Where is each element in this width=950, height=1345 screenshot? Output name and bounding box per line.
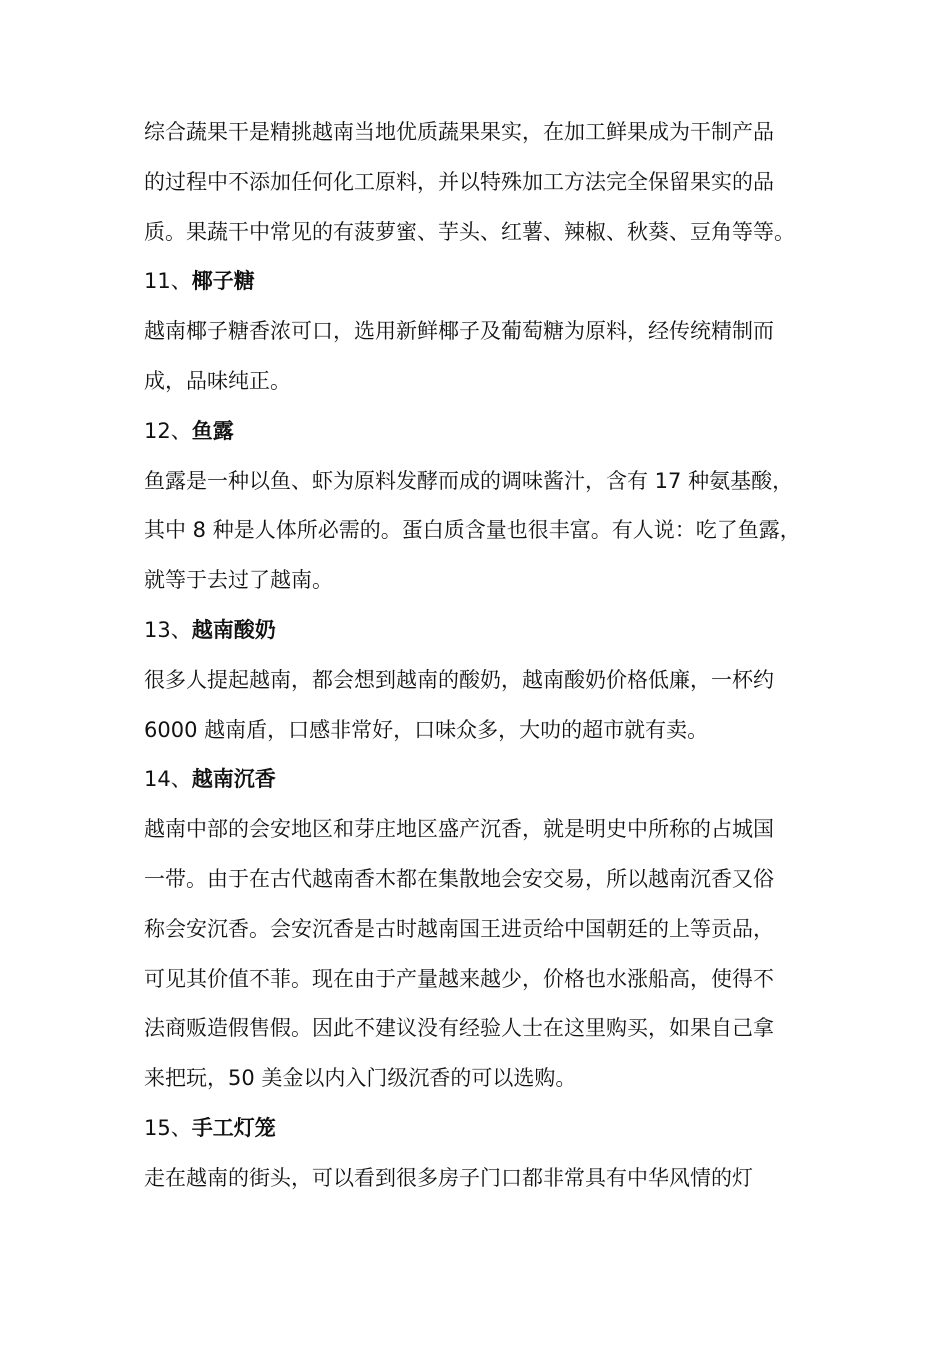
paragraph-line: 6000 越南盾，口感非常好，口味众多，大叻的超市就有卖。 — [144, 717, 709, 742]
paragraph-line: 法商贩造假售假。因此不建议没有经验人士在这里购买，如果自己拿 — [144, 1016, 774, 1041]
paragraph-line: 可见其价值不菲。现在由于产量越来越少，价格也水涨船高，使得不 — [144, 966, 774, 991]
document-page — [144, 108, 816, 1204]
paragraph-line: 鱼露是一种以鱼、虾为原料发酵而成的调味酱汁，含有 17 种氨基酸， — [144, 468, 794, 493]
section-title: 手工灯笼 — [191, 1115, 276, 1140]
section-agarwood — [144, 755, 816, 1104]
paragraph-line: 一带。由于在古代越南香木都在集散地会安交易，所以越南沉香又俗 — [144, 866, 774, 891]
section-heading — [144, 755, 816, 805]
paragraph-line: 走在越南的街头，可以看到很多房子门口都非常具有中华风情的灯 — [144, 1165, 753, 1190]
paragraph-line: 称会安沉香。会安沉香是古时越南国王进贡给中国朝廷的上等贡品， — [144, 916, 774, 941]
section-coconut-candy — [144, 257, 816, 406]
paragraph-line: 就等于去过了越南。 — [144, 568, 333, 593]
section-heading — [144, 1104, 816, 1154]
paragraph-line: 综合蔬果干是精挑越南当地优质蔬果果实，在加工鲜果成为干制产品 — [144, 120, 774, 144]
paragraph-line: 其中 8 种是人体所必需的。蛋白质含量也很丰富。有人说：吃了鱼露， — [144, 518, 801, 543]
paragraph-line: 来把玩，50 美金以内入门级沉香的可以选购。 — [144, 1066, 577, 1091]
section-title: 鱼露 — [191, 418, 234, 443]
section-heading — [144, 257, 816, 307]
section-fish-sauce — [144, 407, 816, 606]
section-title: 越南沉香 — [191, 767, 276, 792]
section-number: 15、 — [144, 1115, 192, 1140]
section-number: 11、 — [144, 269, 192, 294]
section-heading — [144, 407, 816, 457]
section-vietnam-yogurt — [144, 606, 816, 755]
paragraph-line: 很多人提起越南，都会想到越南的酸奶，越南酸奶价格低廉，一杯约 — [144, 667, 774, 692]
section-title: 椰子糖 — [191, 269, 255, 294]
section-heading — [144, 606, 816, 656]
section-number: 14、 — [144, 767, 192, 792]
paragraph-line: 成，品味纯正。 — [144, 368, 291, 393]
paragraph-line: 质。果蔬干中常见的有菠萝蜜、芋头、红薯、辣椒、秋葵、豆角等等。 — [144, 219, 795, 244]
section-title: 越南酸奶 — [191, 617, 276, 642]
section-number: 13、 — [144, 617, 192, 642]
paragraph-line: 的过程中不添加任何化工原料，并以特殊加工方法完全保留果实的品 — [144, 169, 774, 194]
intro-paragraph — [144, 108, 816, 257]
section-number: 12、 — [144, 418, 192, 443]
paragraph-line: 越南椰子糖香浓可口，选用新鲜椰子及葡萄糖为原料，经传统精制而 — [144, 319, 774, 344]
section-handmade-lantern — [144, 1104, 816, 1204]
paragraph-line: 越南中部的会安地区和芽庄地区盛产沉香，就是明史中所称的占城国 — [144, 817, 774, 842]
